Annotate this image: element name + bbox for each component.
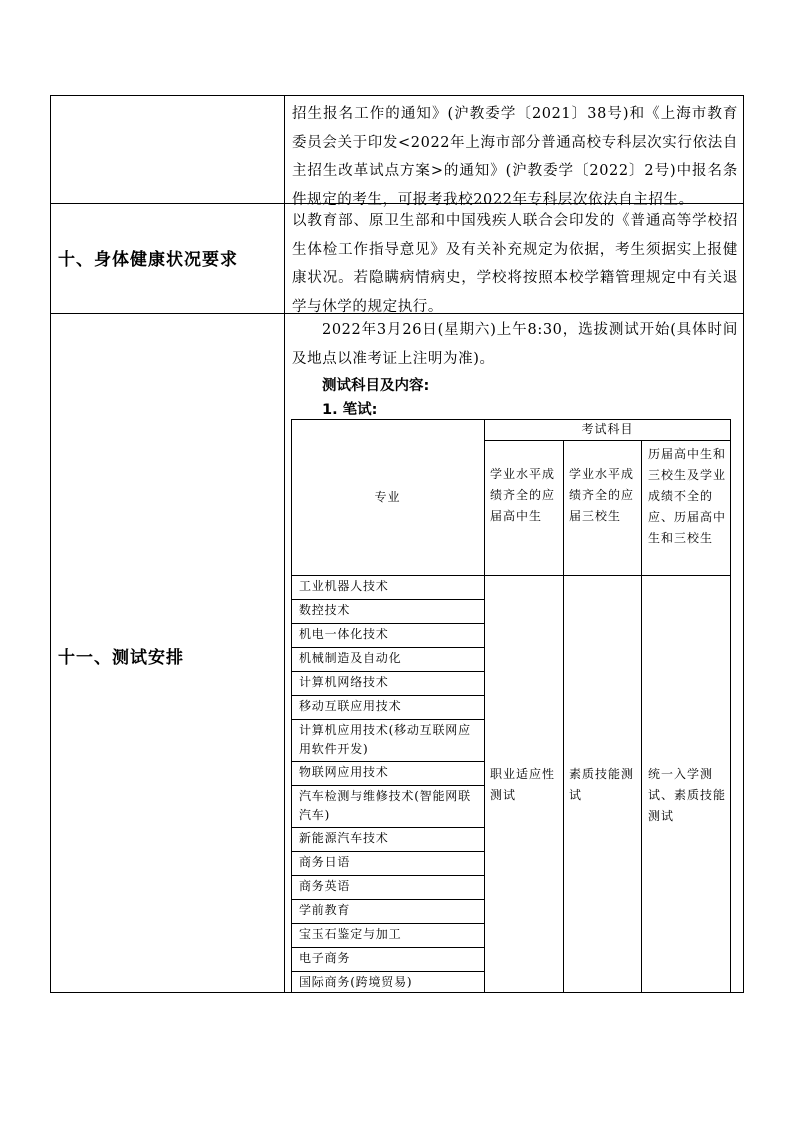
major-row: 机械制造及自动化	[299, 651, 402, 665]
major-row-divider	[291, 899, 484, 900]
major-row-divider	[291, 947, 484, 948]
major-row-divider	[291, 599, 484, 600]
major-row: 计算机网络技术	[299, 675, 389, 689]
test-intro-text: 2022年3月26日(星期六)上午8:30，选拔测试开始(具体时间及地点以准考证上注明为准)。	[292, 322, 738, 367]
major-row-divider	[291, 671, 484, 672]
major-row: 计算机应用技术(移动互联网应用软件开发)	[299, 723, 471, 756]
health-requirements-label: 十、身体健康状况要求	[58, 250, 238, 270]
major-row: 汽车检测与维修技术(智能网联汽车)	[299, 789, 471, 822]
major-row: 电子商务	[299, 951, 351, 965]
major-row: 移动互联应用技术	[299, 699, 402, 713]
major-row-divider	[291, 719, 484, 720]
major-row-divider	[291, 971, 484, 972]
major-row-divider	[291, 785, 484, 786]
subjects-header: 考试科目	[581, 422, 634, 436]
major-row: 宝玉石鉴定与加工	[299, 927, 402, 941]
major-row-divider	[291, 647, 484, 648]
major-row: 学前教育	[299, 903, 351, 917]
col3-header: 历届高中生和三校生及学业成绩不全的应、历届高中生和三校生	[648, 447, 727, 545]
health-requirements-text: 以教育部、原卫生部和中国残疾人联合会印发的《普通高等学校招生体检工作指导意见》及有关补充规定为依据，考生须据实上报健康状况。若隐瞒病情病史，学校将按照本校学籍管理规定中有关退学与休学的规定执行。	[292, 213, 738, 315]
written-test-heading: 1. 笔试:	[322, 402, 378, 418]
major-row-divider	[291, 695, 484, 696]
table-divider	[641, 440, 642, 993]
column-divider	[284, 95, 285, 993]
test-arrangement-label: 十一、测试安排	[58, 648, 184, 668]
major-row-divider	[291, 875, 484, 876]
major-row-divider	[291, 761, 484, 762]
table-divider	[484, 419, 485, 993]
col3-value: 统一入学测试、素质技能测试	[648, 767, 727, 823]
table-divider	[484, 440, 731, 441]
major-row: 国际商务(跨境贸易)	[299, 975, 413, 989]
major-row: 物联网应用技术	[299, 765, 389, 779]
col2-value: 素质技能测试	[569, 767, 635, 802]
test-subjects-heading: 测试科目及内容:	[322, 378, 430, 394]
col1-header: 学业水平成绩齐全的应届高中生	[490, 467, 556, 523]
major-row: 商务日语	[299, 855, 351, 869]
col1-value: 职业适应性测试	[490, 767, 556, 802]
col2-header: 学业水平成绩齐全的应届三校生	[569, 467, 635, 523]
table-divider	[563, 440, 564, 993]
enrollment-conditions-text: 招生报名工作的通知》(沪教委学〔2021〕38号)和《上海市教育委员会关于印发<2022年上海市部分普通高校专科层次实行依法自主招生改革试点方案>的通知》(沪教委学〔2022〕2号)中报名条件规定的考生，可报考我校2022年专科层次依法自主招生。	[292, 106, 738, 208]
major-header: 专业	[374, 490, 401, 504]
major-row-divider	[291, 851, 484, 852]
major-row: 新能源汽车技术	[299, 831, 389, 845]
major-row: 工业机器人技术	[299, 579, 389, 593]
major-row: 数控技术	[299, 603, 351, 617]
major-row: 机电一体化技术	[299, 627, 389, 641]
table-divider	[291, 575, 731, 576]
major-row: 商务英语	[299, 879, 351, 893]
major-row-divider	[291, 923, 484, 924]
major-row-divider	[291, 827, 484, 828]
major-row-divider	[291, 623, 484, 624]
